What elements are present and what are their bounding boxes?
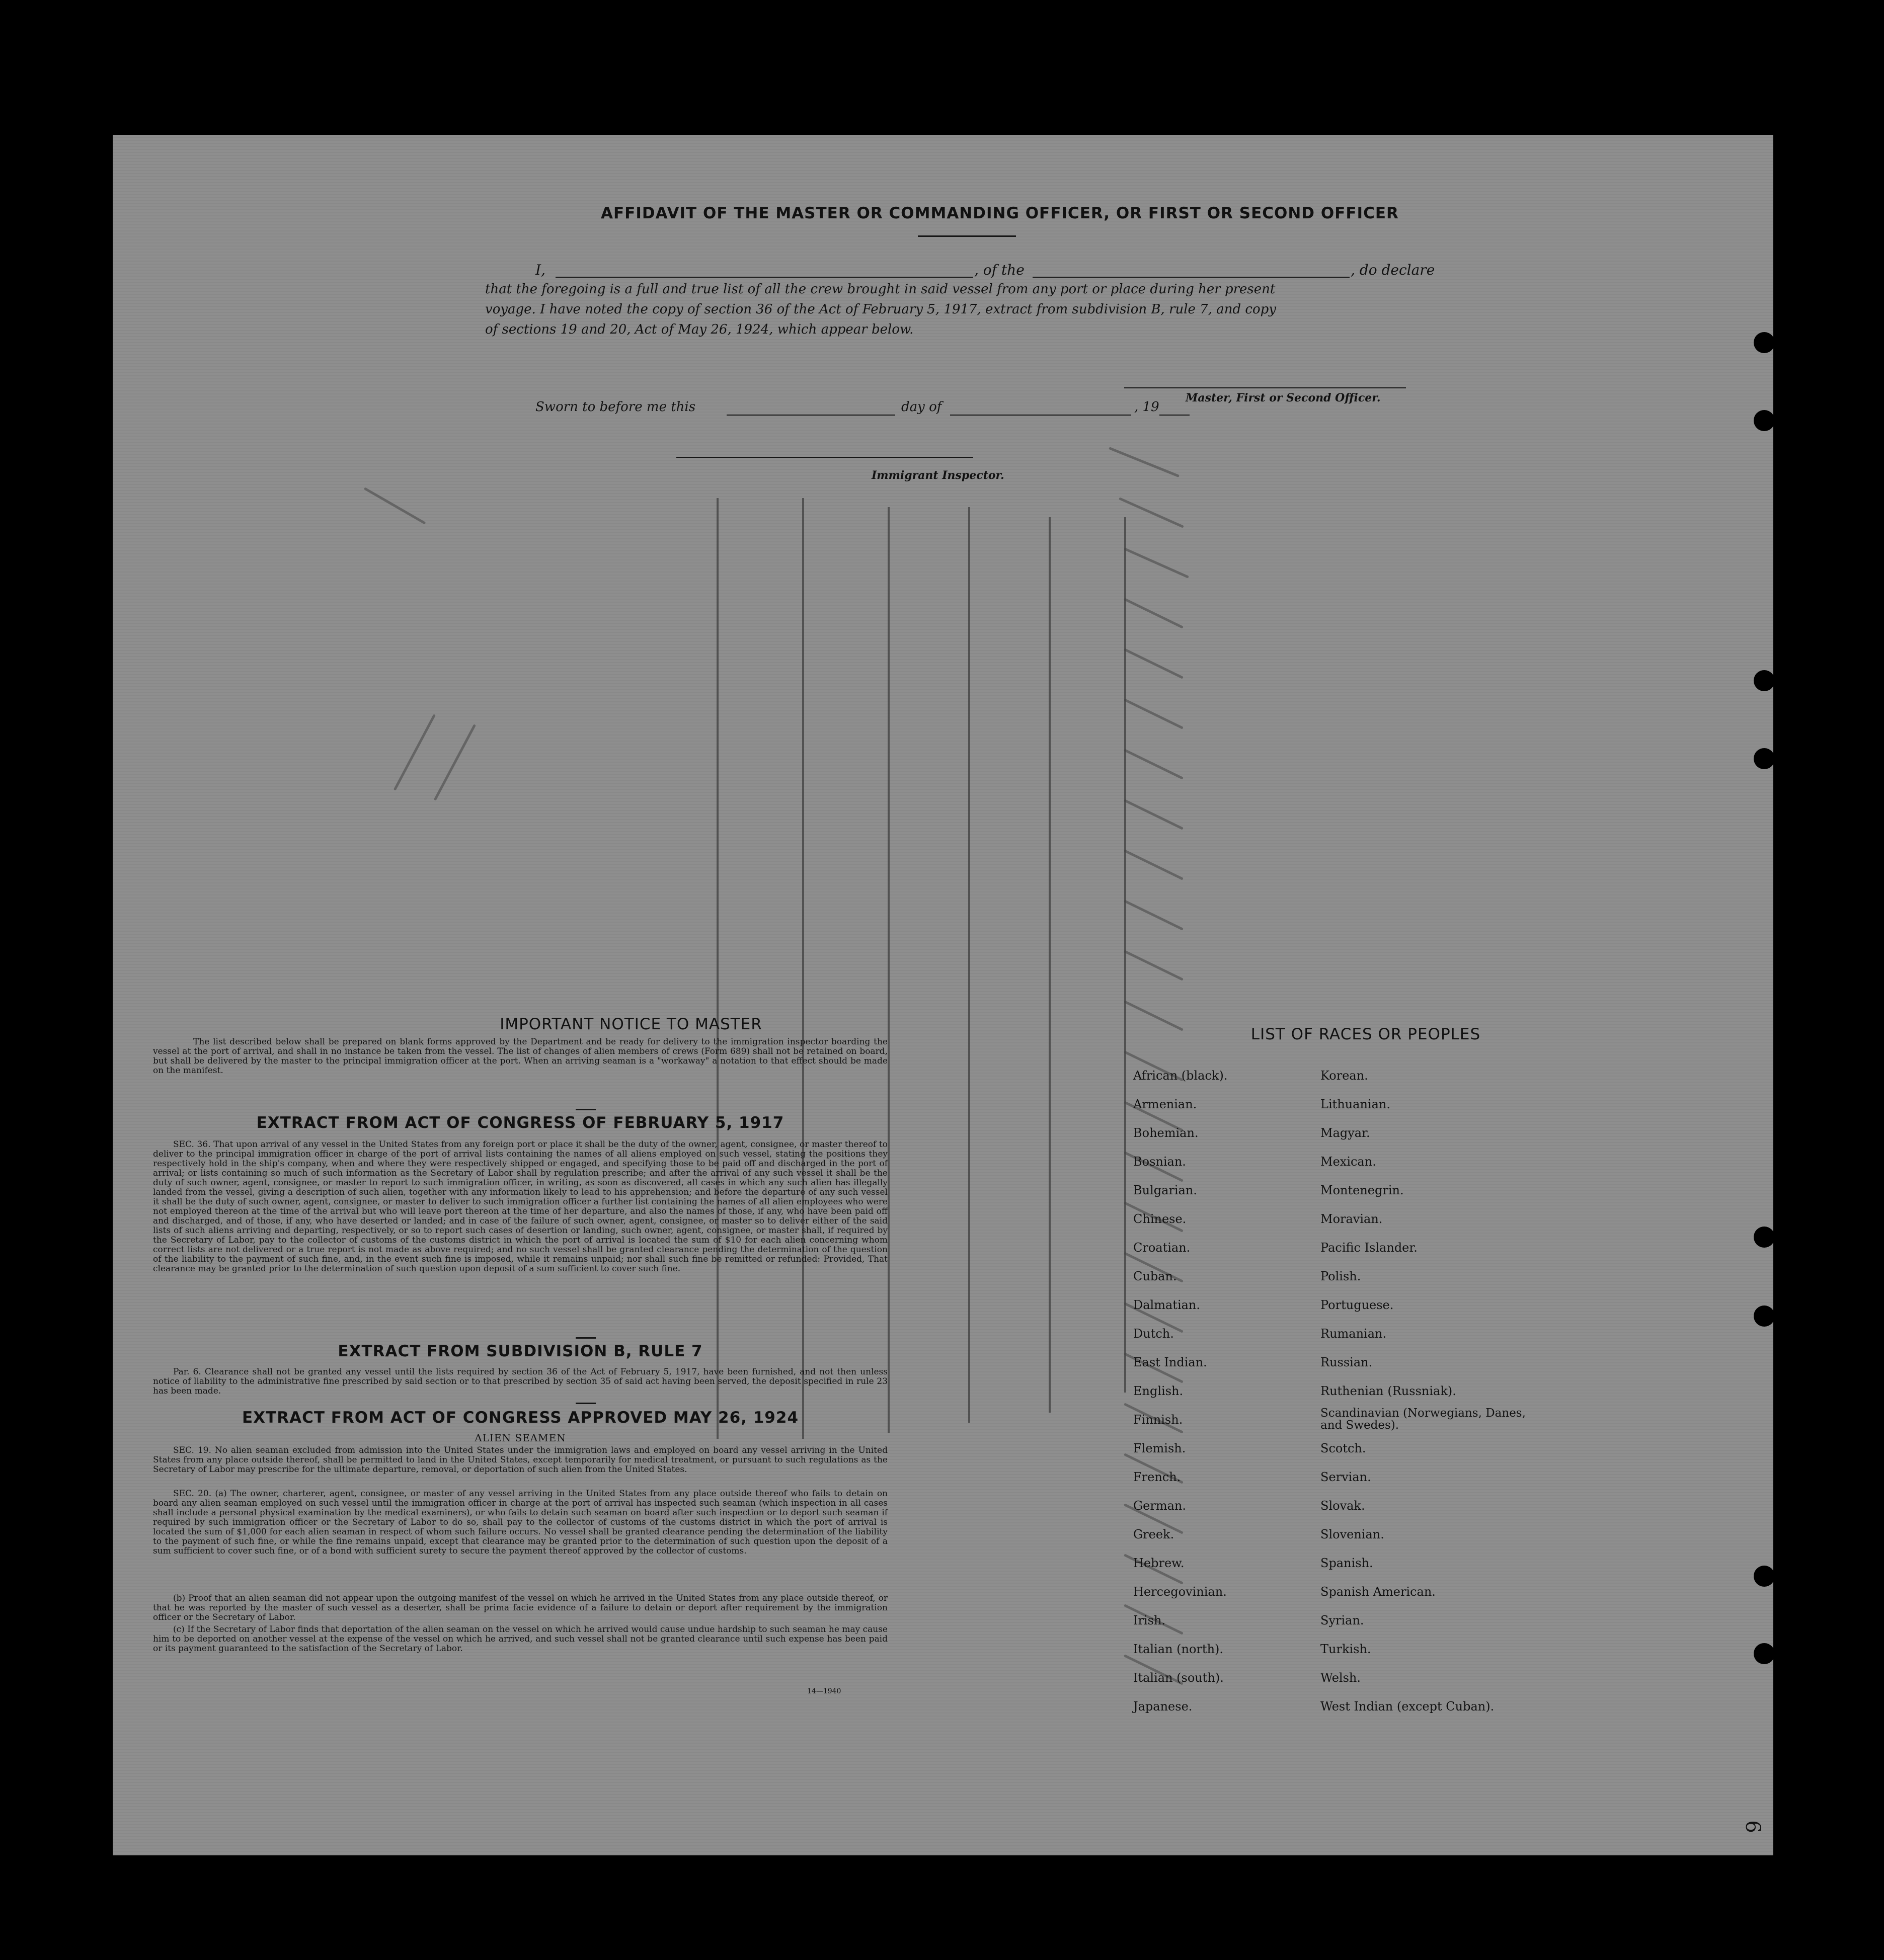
affidavit-body-line-2: voyage. I have noted the copy of section 36 of the Act of February 5, 1917, extract from subdivision B, rule 7, and copy xyxy=(485,302,1276,317)
ditto-mark xyxy=(1124,598,1184,628)
extract-1917-title: EXTRACT FROM ACT OF CONGRESS OF FEBRUARY 5, 1917 xyxy=(256,1114,784,1132)
race-item: Scandinavian (Norwegians, Danes, and Swedes). xyxy=(1320,1407,1526,1432)
ditto-mark xyxy=(1124,950,1184,981)
affidavit-body-line-1: that the foregoing is a full and true list of all the crew brought in said vessel from any port or place during her present xyxy=(485,282,1276,297)
race-item: Flemish. xyxy=(1133,1441,1186,1455)
sworn-month-field[interactable] xyxy=(950,415,1131,416)
race-item: English. xyxy=(1133,1384,1184,1398)
race-item: Ruthenian (Russniak). xyxy=(1320,1384,1456,1398)
race-item: Korean. xyxy=(1320,1069,1368,1083)
extract-1924-title: EXTRACT FROM ACT OF CONGRESS APPROVED MAY 26, 1924 xyxy=(242,1409,799,1427)
race-item: Polish. xyxy=(1320,1269,1361,1283)
race-item: French. xyxy=(1133,1470,1181,1484)
race-item: Greek. xyxy=(1133,1527,1174,1541)
affidavit-title: AFFIDAVIT OF THE MASTER OR COMMANDING OFFICER, OR FIRST OR SECOND OFFICER xyxy=(601,204,1399,222)
ditto-mark xyxy=(394,714,436,790)
sec-20a-body: SEC. 20. (a) The owner, charterer, agent, consignee, or master of any vessel arriving in the United States from any place outside thereof who fails to detain on board any alien seaman employed on such vessel until the immigration officer in charge at the port of arrival has inspected such seaman (which inspection in all cases shall include a personal physical examination by the medical examiners), or who fails to detain such seaman on board after such inspection or to deport such seaman if required by such immigration officer or the Secretary of Labor to do so, shall pay to the collector of customs of the customs district in which the port of arrival is located the sum of $1,000 for each alien seaman in respect of whom such failure occurs. No vessel shall be granted clearance pending the determination of the liability to the payment of such fine, or while the fine remains unpaid, except that clearance may be granted prior to the determination of such question upon the deposit of a sum sufficient to cover such fine, or of a bond with sufficient surety to secure the payment thereof approved by the collector of customs. xyxy=(153,1489,888,1556)
binder-hole xyxy=(1754,670,1775,691)
race-item: Scotch. xyxy=(1320,1441,1366,1455)
sec-20c-body: (c) If the Secretary of Labor finds that deportation of the alien seaman on the vessel on which he arrived would cause undue hardship to such seaman he may cause him to be deported on another vessel at the expense of the vessel on which he arrived, and such vessel shall not be granted clearance until such expense has been paid or its payment guaranteed to the satisfaction of the Secretary of Labor. xyxy=(153,1624,888,1654)
sworn-label: Sworn to before me this xyxy=(535,399,696,415)
race-item: Welsh. xyxy=(1320,1671,1361,1685)
ditto-mark xyxy=(364,487,426,524)
notice-body: The list described below shall be prepared on blank forms approved by the Department and be ready for delivery to the immigration inspector boarding the vessel at the port of arrival, and shall in no instance be taken from the vessel. The list of changes of alien members of crews (Form 689) shall not be retained on board, but shall be delivered by the master to the principal immigration officer at the port. When an arriving seaman is a "workaway" a notation to that effect should be made on the manifest. xyxy=(153,1037,888,1076)
race-item: Italian (north). xyxy=(1133,1642,1224,1656)
section-divider xyxy=(576,1109,596,1110)
column-rule xyxy=(802,498,804,1439)
extract-1917-body: SEC. 36. That upon arrival of any vessel in the United States from any foreign port or place it shall be the duty of the owner, agent, consignee, or master thereof to deliver to the principal immigration officer in charge of the port of arrival lists containing the names of all aliens employed on such vessel, stating the positions they respectively hold in the ship's company, when and where they were respectively shipped or engaged, and specifying those to be paid off and discharged in the port of arrival; or lists containing so much of such information as the Secretary of Labor shall by regulation prescribe; and after the arrival of any such vessel it shall be the duty of such owner, agent, consignee, or master to report to such immigration officer, in writing, as soon as discovered, all cases in which any such alien has illegally landed from the vessel, giving a description of such alien, together with any information likely to lead to his apprehension; and before the departure of any such vessel it shall be the duty of such owner, agent, consignee, or master to deliver to such immigration officer a further list containing the names of all alien employees who were not employed thereon at the time of the arrival but who will leave port thereon at the time of her departure, and also the names of those, if any, who have been paid off and discharged, and of those, if any, who have deserted or landed; and in case of the failure of such owner, agent, consignee, or master so to deliver either of the said lists of such aliens arriving and departing, respectively, or so to report such cases of desertion or landing, such owner, agent, consignee, or master shall, if required by the Secretary of Labor, pay to the collector of customs of the customs district in which the port of arrival is located the sum of $10 for each alien concerning whom correct lists are not delivered or a true report is not made as above required; and no such vessel shall be granted clearance pending the determination of the question of the liability to the payment of such fine, and, in the event such fine is imposed, while it remains unpaid; nor shall such fine be remitted or refunded: Provided, That clearance may be granted prior to the determination of such question upon deposit of a sum sufficient to cover such fine. xyxy=(153,1139,888,1274)
extract-rule7-title: EXTRACT FROM SUBDIVISION B, RULE 7 xyxy=(338,1342,703,1360)
race-item: Servian. xyxy=(1320,1470,1371,1484)
title-underline xyxy=(918,235,1016,237)
race-item: Croatian. xyxy=(1133,1241,1191,1255)
binder-hole xyxy=(1754,1305,1775,1327)
race-item: West Indian (except Cuban). xyxy=(1320,1699,1495,1713)
ditto-mark xyxy=(1124,648,1184,679)
race-item: Syrian. xyxy=(1320,1613,1364,1627)
vessel-field[interactable] xyxy=(1033,277,1350,278)
race-item: Turkish. xyxy=(1320,1642,1371,1656)
notice-title: IMPORTANT NOTICE TO MASTER xyxy=(500,1015,762,1033)
races-title: LIST OF RACES OR PEOPLES xyxy=(1250,1025,1481,1043)
sec-19-body: SEC. 19. No alien seaman excluded from admission into the United States under the immigration laws and employed on board any vessel arriving in the United States from any place outside thereof, shall be permitted to land in the United States, except temporarily for medical treatment, or pursuant to such regulations as the Secretary of Labor may prescribe for the ultimate departure, removal, or deportation of such alien from the United States. xyxy=(153,1445,888,1475)
race-item: Portuguese. xyxy=(1320,1298,1394,1312)
binder-hole xyxy=(1754,410,1775,431)
sworn-day-field[interactable] xyxy=(727,415,895,416)
ditto-mark xyxy=(1124,698,1184,729)
do-declare-label: , do declare xyxy=(1351,262,1435,278)
declarant-name-field[interactable] xyxy=(556,277,973,278)
inspector-label: Immigrant Inspector. xyxy=(872,469,1004,482)
race-item: Hercegovinian. xyxy=(1133,1585,1227,1599)
race-item: Bohemian. xyxy=(1133,1126,1199,1140)
race-item: Magyar. xyxy=(1320,1126,1370,1140)
sworn-year-field[interactable] xyxy=(1159,415,1190,416)
race-item: Lithuanian. xyxy=(1320,1097,1391,1111)
binder-hole xyxy=(1754,1643,1775,1664)
race-item: Finnish. xyxy=(1133,1413,1183,1427)
race-item: Chinese. xyxy=(1133,1212,1187,1226)
race-item: Armenian. xyxy=(1133,1097,1197,1111)
master-signature-line[interactable] xyxy=(1124,387,1406,388)
race-item: Slovak. xyxy=(1320,1499,1365,1513)
race-item: Hebrew. xyxy=(1133,1556,1185,1570)
day-of-label: day of xyxy=(901,399,942,415)
race-item: East Indian. xyxy=(1133,1355,1207,1369)
sec-20b-body: (b) Proof that an alien seaman did not appear upon the outgoing manifest of the vessel on which he arrived in the United States from any place outside thereof, or that he was reported by the master of such vessel as a deserter, shall be prima facie evidence of a failure to detain or deport after requirement by the immigration officer or the Secretary of Labor. xyxy=(153,1593,888,1622)
ditto-mark xyxy=(1124,900,1184,930)
race-item: Bulgarian. xyxy=(1133,1183,1197,1197)
ditto-mark xyxy=(1124,749,1184,779)
race-item: African (black). xyxy=(1133,1069,1228,1083)
binder-hole xyxy=(1754,332,1775,353)
binder-hole xyxy=(1754,1566,1775,1587)
race-item: Russian. xyxy=(1320,1355,1373,1369)
ditto-mark xyxy=(1124,547,1189,579)
ditto-mark xyxy=(1124,1000,1184,1031)
race-item: Cuban. xyxy=(1133,1269,1177,1283)
race-item: Dalmatian. xyxy=(1133,1298,1201,1312)
declarant-label: I, xyxy=(535,262,545,278)
column-rule xyxy=(968,507,970,1423)
race-item: Japanese. xyxy=(1133,1699,1193,1713)
race-item: Spanish. xyxy=(1320,1556,1373,1570)
extract-rule7-body: Par. 6. Clearance shall not be granted any vessel until the lists required by section 36 of the Act of February 5, 1917, have been furnished, and not then unless notice of liability to the administrative fine prescribed by said section or to that prescribed by section 35 of said act having been served, the deposit specified in rule 23 has been made. xyxy=(153,1367,888,1396)
year-label: , 19 xyxy=(1134,399,1159,415)
affidavit-body-line-3: of sections 19 and 20, Act of May 26, 1924, which appear below. xyxy=(485,322,914,337)
column-rule xyxy=(888,507,890,1433)
race-item: Bosnian. xyxy=(1133,1155,1186,1169)
master-signature-label: Master, First or Second Officer. xyxy=(1186,391,1381,404)
race-item: Dutch. xyxy=(1133,1327,1174,1341)
ditto-mark xyxy=(1119,497,1184,528)
form-number: 14—1940 xyxy=(807,1687,841,1695)
ditto-mark xyxy=(1124,799,1184,830)
race-item: Spanish American. xyxy=(1320,1585,1436,1599)
of-the-label: , of the xyxy=(974,262,1025,278)
ditto-mark xyxy=(1109,447,1180,477)
binder-hole xyxy=(1754,748,1775,769)
inspector-signature-line[interactable] xyxy=(676,457,973,458)
document-page xyxy=(113,135,1773,1855)
ditto-mark xyxy=(1124,849,1184,880)
race-item: Italian (south). xyxy=(1133,1671,1224,1685)
ditto-mark xyxy=(434,724,476,800)
race-item: German. xyxy=(1133,1499,1186,1513)
alien-seamen-subtitle: ALIEN SEAMEN xyxy=(475,1432,566,1444)
column-rule xyxy=(1049,517,1051,1413)
race-item: Pacific Islander. xyxy=(1320,1241,1418,1255)
page-number-mark: 9 xyxy=(1743,1820,1766,1833)
race-item: Montenegrin. xyxy=(1320,1183,1404,1197)
section-divider xyxy=(576,1403,596,1404)
race-item: Moravian. xyxy=(1320,1212,1383,1226)
race-item: Mexican. xyxy=(1320,1155,1376,1169)
column-rule xyxy=(717,498,719,1439)
race-item: Irish. xyxy=(1133,1613,1166,1627)
race-item: Slovenian. xyxy=(1320,1527,1384,1541)
section-divider xyxy=(576,1337,596,1339)
binder-hole xyxy=(1754,1227,1775,1248)
race-item: Rumanian. xyxy=(1320,1327,1387,1341)
